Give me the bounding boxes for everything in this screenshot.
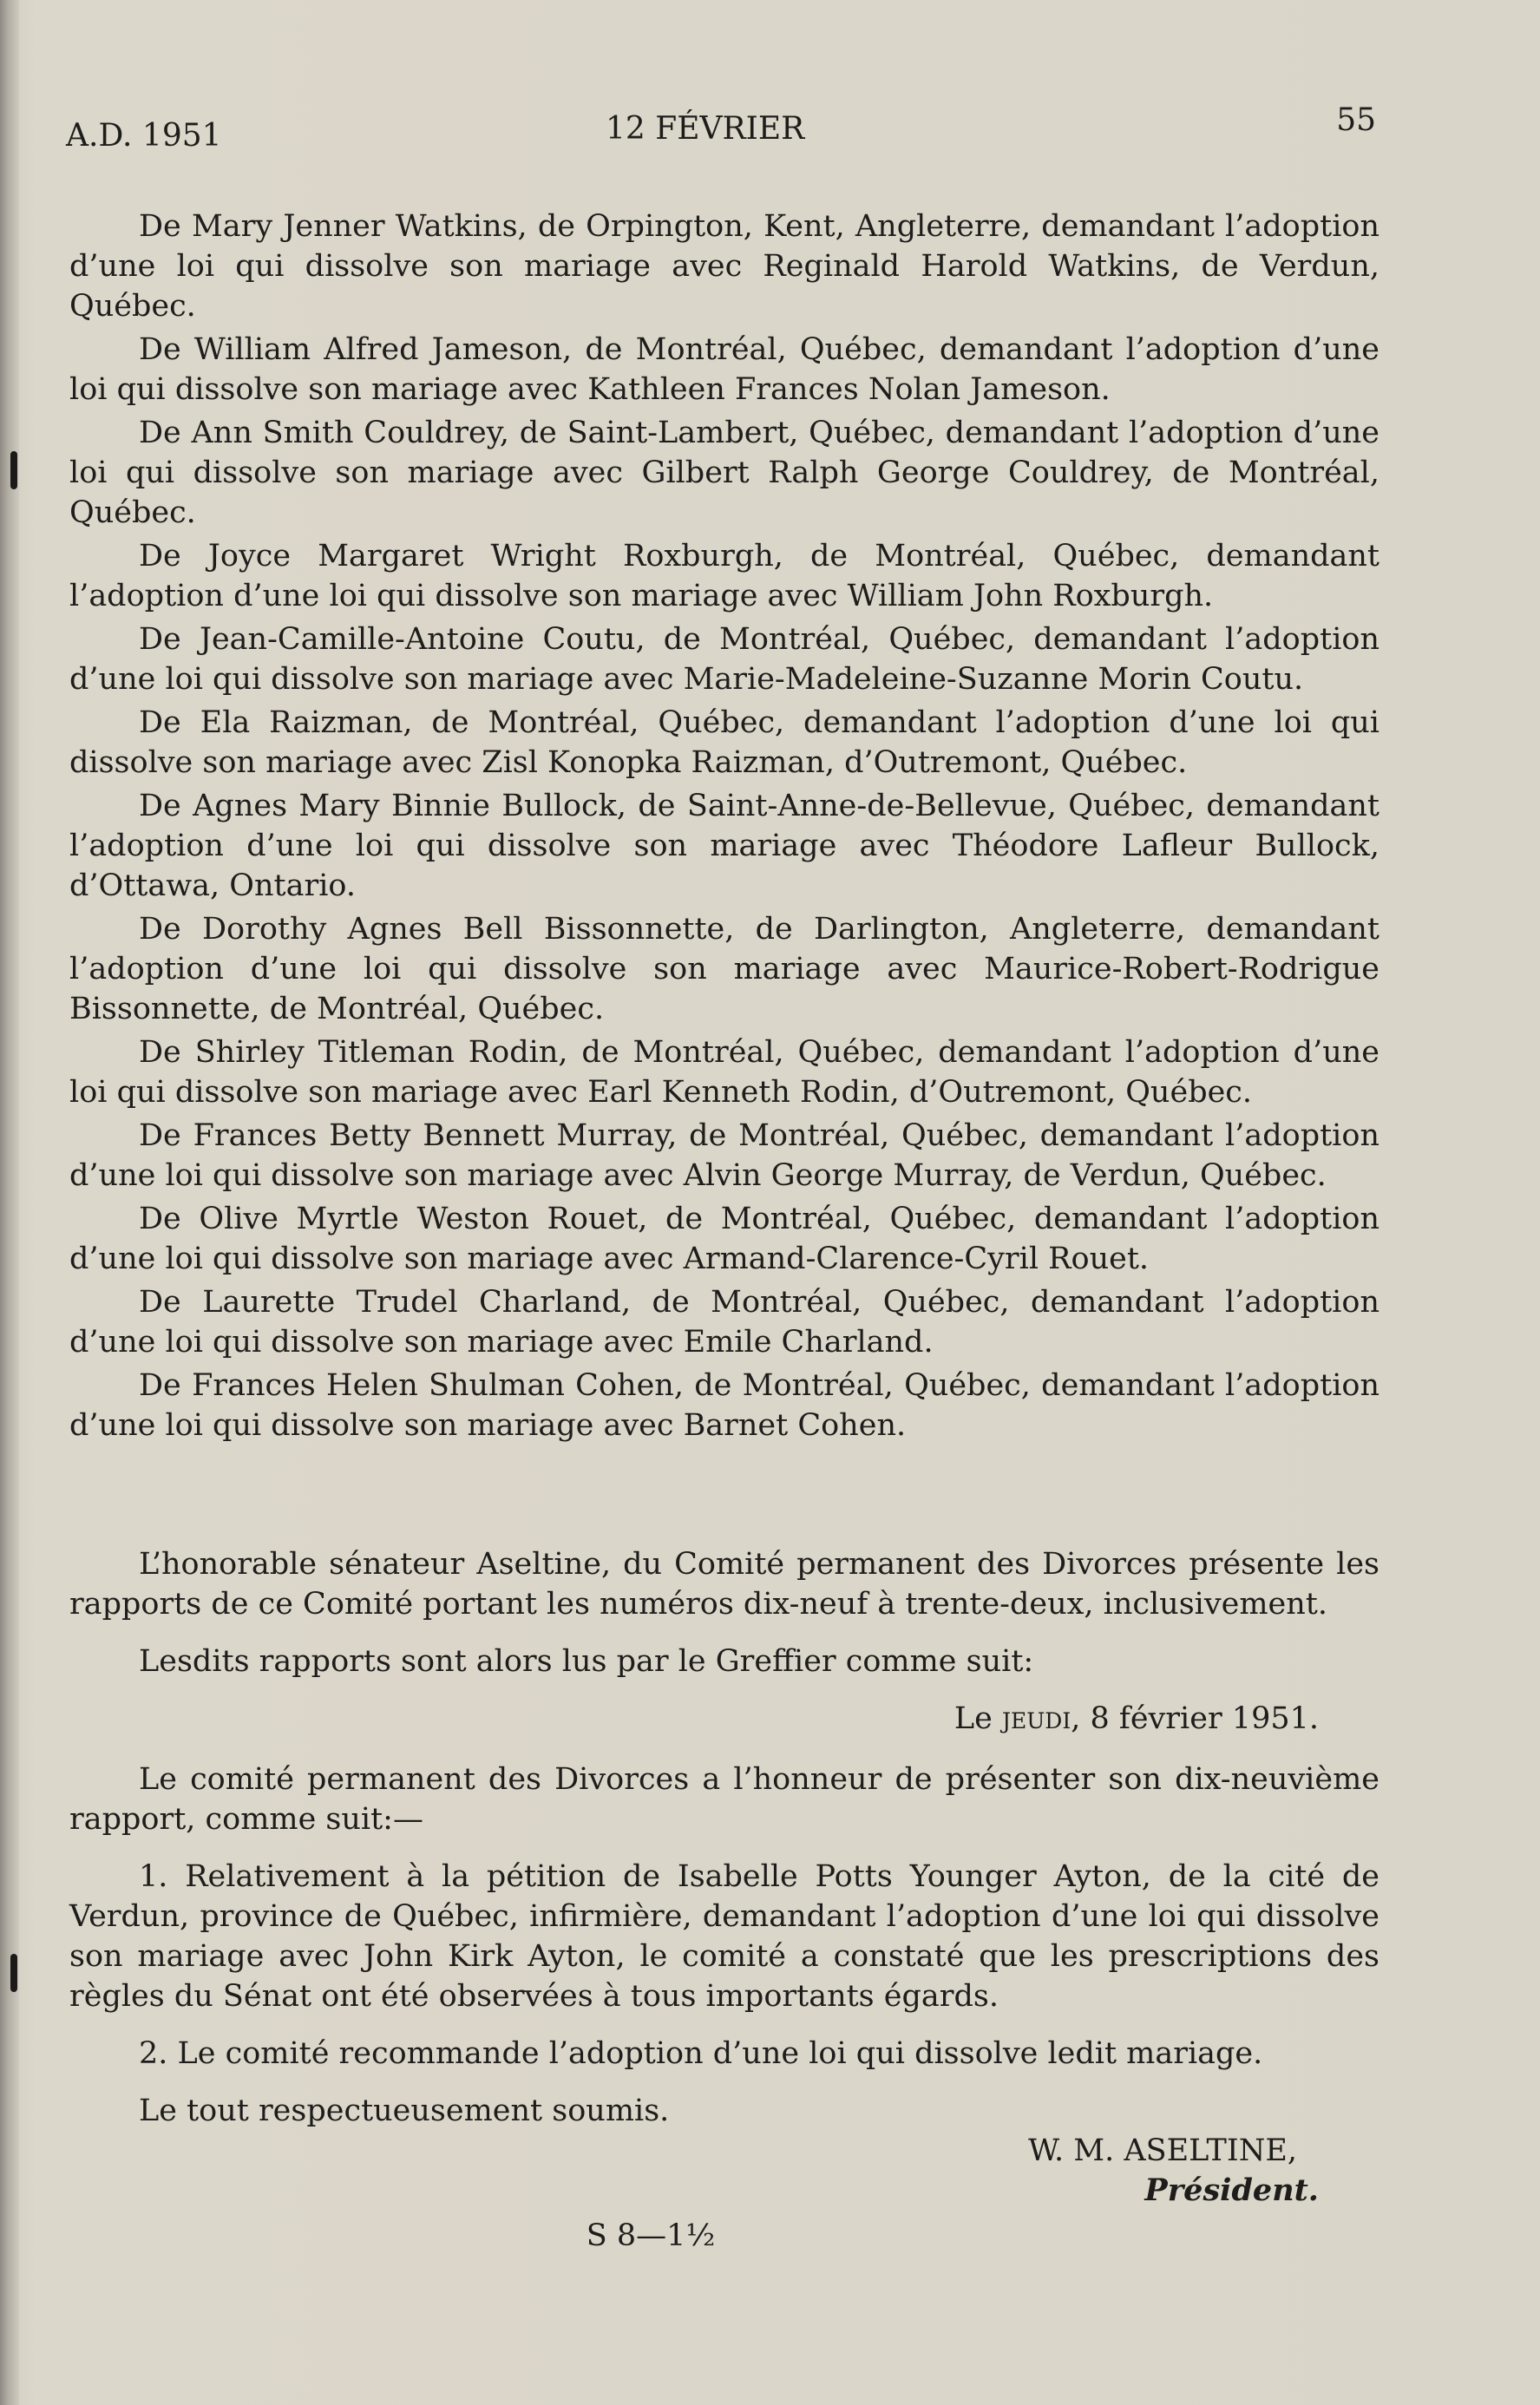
report-read-line: Lesdits rapports sont alors lus par le Greffier comme suit:: [139, 1644, 1034, 1679]
report-honour: Le comité permanent des Divorces a l’honneur de présenter son dix-neuvième rapport, comme suit:—: [69, 1762, 1379, 1837]
date-rest: , 8 février 1951.: [1071, 1701, 1319, 1736]
header-date: 12 FÉVRIER: [606, 111, 805, 147]
signature-title: Président.: [1144, 2172, 1319, 2208]
petition-paragraph: De Dorothy Agnes Bell Bissonnette, de Darlington, Angleterre, demandant l’adoption d’une loi qui dissolve son mariage avec Maurice-Robert-Rodrigue Bissonnette, de Montréal, Québec.: [69, 912, 1379, 1026]
petition-paragraph: De Frances Betty Bennett Murray, de Montréal, Québec, demandant l’adoption d’une loi qui dissolve son mariage avec Alvin George Murray, de Verdun, Québec.: [69, 1118, 1379, 1193]
petition-paragraph: De Ann Smith Couldrey, de Saint-Lambert, Québec, demandant l’adoption d’une loi qui dissolve son mariage avec Gilbert Ralph George Couldrey, de Montréal, Québec.: [69, 416, 1379, 530]
petition-paragraph: De Mary Jenner Watkins, de Orpington, Kent, Angleterre, demandant l’adoption d’une loi qui dissolve son mariage avec Reginald Harold Watkins, de Verdun, Québec.: [69, 209, 1379, 324]
report-intro: L’honorable sénateur Aseltine, du Comité permanent des Divorces présente les rapports de ce Comité portant les numéros dix-neuf à trente-deux, inclusivement.: [69, 1547, 1379, 1622]
header-year: A.D. 1951: [66, 118, 222, 154]
petition-paragraph: De Jean-Camille-Antoine Coutu, de Montréal, Québec, demandant l’adoption d’une loi qui dissolve son mariage avec Marie-Madeleine-Suzanne Morin Coutu.: [69, 622, 1379, 697]
report-item-2: 2. Le comité recommande l’adoption d’une loi qui dissolve ledit mariage.: [139, 2036, 1263, 2071]
page-binding-shadow: [0, 0, 19, 2405]
petition-paragraph: De Agnes Mary Binnie Bullock, de Saint-Anne-de-Bellevue, Québec, demandant l’adoption d’une loi qui dissolve son mariage avec Théodore Lafleur Bullock, d’Ottawa, Ontario.: [69, 789, 1379, 903]
petition-paragraph: De Ela Raizman, de Montréal, Québec, demandant l’adoption d’une loi qui dissolve son mariage avec Zisl Konopka Raizman, d’Outremont, Québec.: [69, 705, 1379, 780]
petition-paragraph: De Joyce Margaret Wright Roxburgh, de Montréal, Québec, demandant l’adoption d’une loi qui dissolve son mariage avec William John Roxburgh.: [69, 539, 1379, 613]
margin-mark: [10, 1954, 17, 1992]
report-closing: Le tout respectueusement soumis.: [139, 2094, 670, 2128]
petition-paragraph: De Frances Helen Shulman Cohen, de Montréal, Québec, demandant l’adoption d’une loi qui dissolve son mariage avec Barnet Cohen.: [69, 1368, 1379, 1443]
petition-paragraph: De William Alfred Jameson, de Montréal, Québec, demandant l’adoption d’une loi qui dissolve son mariage avec Kathleen Frances Nolan Jameson.: [69, 332, 1379, 407]
petition-paragraph: De Laurette Trudel Charland, de Montréal, Québec, demandant l’adoption d’une loi qui dissolve son mariage avec Emile Charland.: [69, 1285, 1379, 1360]
date-prefix: Le: [953, 1701, 993, 1736]
signature-name: W. M. ASELTINE,: [1028, 2133, 1297, 2168]
petition-paragraph: De Olive Myrtle Weston Rouet, de Montréal, Québec, demandant l’adoption d’une loi qui dissolve son mariage avec Armand-Clarence-Cyril Rouet.: [69, 1202, 1379, 1276]
margin-mark: [10, 451, 17, 489]
date-day: jeudi: [1001, 1701, 1071, 1736]
report-item-1: 1. Relativement à la pétition de Isabelle Potts Younger Ayton, de la cité de Verdun, province de Québec, infirmière, demandant l’adoption d’une loi qui dissolve son mariage avec John Kirk Ayton, le comité a constaté que les prescriptions des règles du Sénat ont été observées à tous importants égards.: [69, 1859, 1379, 2014]
report-date: [69, 1699, 1379, 1739]
page-number: 55: [1336, 102, 1376, 138]
petition-paragraph: De Shirley Titleman Rodin, de Montréal, Québec, demandant l’adoption d’une loi qui dissolve son mariage avec Earl Kenneth Rodin, d’Outremont, Québec.: [69, 1035, 1379, 1110]
page-body: [69, 206, 1379, 2256]
page-header: [66, 102, 1376, 163]
signature-footer: S 8—1½: [586, 2218, 716, 2253]
section-gap: [69, 1449, 1379, 1544]
